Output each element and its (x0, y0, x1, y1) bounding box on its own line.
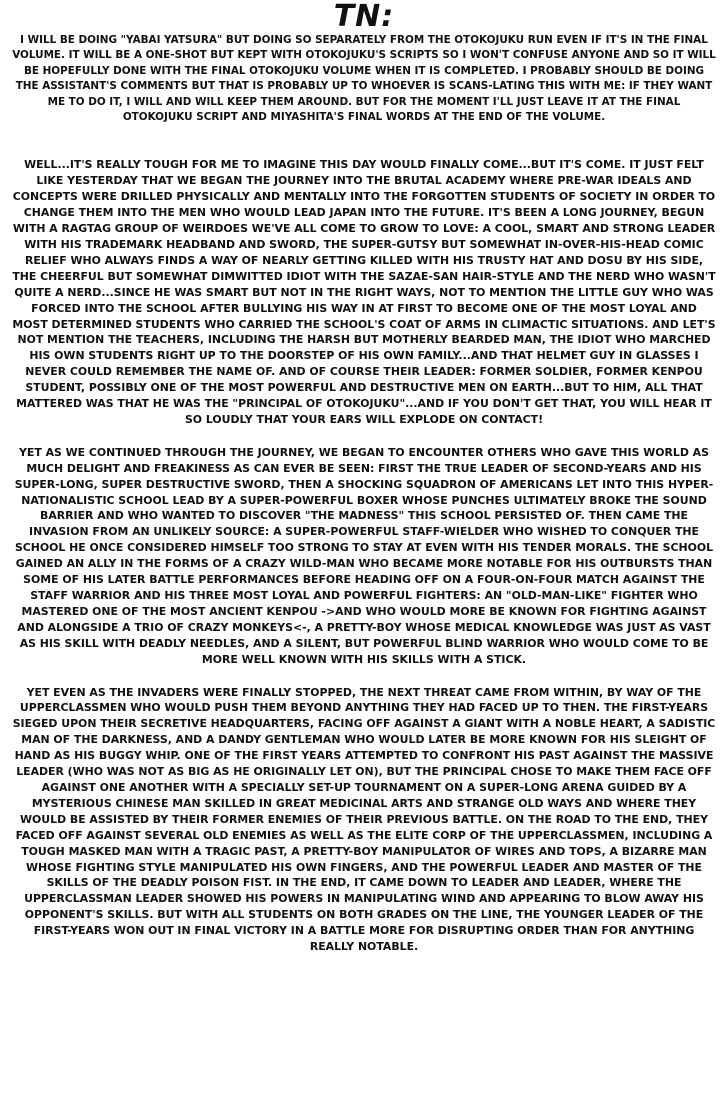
page-title: TN: (333, 0, 395, 34)
paragraph-1: WELL...IT'S REALLY TOUGH FOR ME TO IMAGINE THIS DAY WOULD FINALLY COME...BUT IT'S COME. IT JUST FELT LIKE YESTERDAY THAT WE BEGAN THE JOURNEY INTO THE BRUTAL ACADEMY WHERE PRE-WAR IDEALS AND CONCEPTS WERE DRILLED PHYSICALLY AND MENTALLY INTO THE FORGOTTEN STUDENTS OF SOCIETY IN ORDER TO CHANGE THEM INTO THE MEN WHO WOULD LEAD JAPAN INTO THE FUTURE. IT'S BEEN A LONG JOURNEY, BEGUN WITH A RAGTAG GROUP OF WEIRDOES WE'VE ALL COME TO GROW TO LOVE: A COOL, SMART AND STRONG LEADER WITH HIS TRADEMARK HEADBAND AND SWORD, THE SUPER-GUTSY BUT SOMEWHAT IN-OVER-HIS-HEAD COMIC RELIEF WHO ALWAYS FINDS A WAY OF NEARLY GETTING KILLED WITH HIS TRUSTY HAT AND DOSU BY HIS SIDE, THE CHEERFUL BUT SOMEWHAT DIMWITTED IDIOT WITH THE SAZAE-SAN HAIR-STYLE AND THE NERD WHO WASN'T QUITE A NERD...SINCE HE WAS SMART BUT NOT IN THE RIGHT WAYS, NOT TO MENTION THE LITTLE GUY WHO WAS FORCED INTO THE SCHOOL AFTER BULLYING HIS WAY IN AT FIRST TO BECOME ONE OF THE MOST LOYAL AND MOST DETERMINED STUDENTS WHO CARRIED THE SCHOOL'S COAT OF ARMS IN CLIMACTIC SITUATIONS. AND LET'S NOT MENTION THE TEACHERS, INCLUDING THE HARSH BUT MOTHERLY BEARDED MAN, THE IDIOT WHO MARCHED HIS OWN STUDENTS RIGHT UP TO THE DOORSTEP OF HIS OWN FAMILY...AND THAT HELMET GUY IN GLASSES I NEVER COULD REMEMBER THE NAME OF. AND OF COURSE THEIR LEADER: FORMER SOLDIER, FORMER KENPOU STUDENT, POSSIBLY ONE OF THE MOST POWERFUL AND DESTRUCTIVE MEN ON EARTH...BUT TO HIM, ALL THAT MATTERED WAS THAT HE WAS THE "PRINCIPAL OF OTOKOJUKU"...AND IF YOU DON'T GET THAT, YOU WILL HEAR IT SO LOUDLY THAT YOUR EARS WILL EXPLODE ON CONTACT! (12, 158, 716, 426)
translator-note: I WILL BE DOING "YABAI YATSURA" BUT DOING SO SEPARATELY FROM THE OTOKOJUKU RUN EVEN IF IT'S IN THE FINAL VOLUME. IT WILL BE A ONE-SHOT BUT KEPT WITH OTOKOJUKU'S SCRIPTS SO I WON'T CONFUSE ANYONE AND SO IT WILL BE HOPEFULLY DONE WITH THE FINAL OTOKOJUKU VOLUME WHEN IT IS COMPLETED. I PROBABLY SHOULD BE DOING THE ASSISTANT'S COMMENTS BUT THAT IS PROBABLY UP TO WHOEVER IS SCANS-LATING THIS WITH ME: IF THEY WANT ME TO DO IT, I WILL AND WILL KEEP THEM AROUND. BUT FOR THE MOMENT I'LL JUST LEAVE IT AT THE FINAL OTOKOJUKU SCRIPT AND MIYASHITA'S FINAL WORDS AT THE END OF THE VOLUME. (12, 34, 716, 124)
paragraph-3: YET EVEN AS THE INVADERS WERE FINALLY STOPPED, THE NEXT THREAT CAME FROM WITHIN, BY WAY OF THE UPPERCLASSMEN WHO WOULD PUSH THEM BEYOND ANYTHING THEY HAD FACED UP TO THEN. THE FIRST-YEARS SIEGED UPON THEIR SECRETIVE HEADQUARTERS, FACING OFF AGAINST A GIANT WITH A NOBLE HEART, A SADISTIC MAN OF THE DARKNESS, AND A DANDY GENTLEMAN WHO WOULD LATER BE MORE KNOWN FOR HIS SLEIGHT OF HAND AS HIS BUGGY WHIP. ONE OF THE FIRST YEARS ATTEMPTED TO CONFRONT HIS PAST AGAINST THE MASSIVE LEADER (WHO WAS NOT AS BIG AS HE ORIGINALLY LET ON), BUT THE PRINCIPAL CHOSE TO MAKE THEM FACE OFF AGAINST ONE ANOTHER WITH A SPECIALLY SET-UP TOURNAMENT ON A SUPER-LONG ARENA GUIDED BY A MYSTERIOUS CHINESE MAN SKILLED IN GREAT MEDICINAL ARTS AND STRANGE OLD WAYS AND WHERE THEY WOULD BE ASSISTED BY THEIR FORMER ENEMIES OF THEIR PREVIOUS BATTLE. ON THE ROAD TO THE END, THEY FACED OFF AGAINST SEVERAL OLD ENEMIES AS WELL AS THE ELITE CORP OF THE UPPERCLASSMEN, INCLUDING A TOUGH MASKED MAN WITH A TRAGIC PAST, A PRETTY-BOY MANIPULATOR OF WIRES AND TOPS, A BIZARRE MAN WHOSE FIGHTING STYLE MANIPULATED HIS OWN FINGERS, AND THE POWERFUL LEADER AND MASTER OF THE SKILLS OF THE DEADLY POISON FIST. IN THE END, IT CAME DOWN TO LEADER AND LEADER, WHERE THE UPPERCLASSMAN LEADER SHOWED HIS POWERS IN MANIPULATING WIND AND APPEARING TO BLOW AWAY HIS OPPONENT'S SKILLS. BUT WITH ALL STUDENTS ON BOTH GRADES ON THE LINE, THE YOUNGER LEADER OF THE FIRST-YEARS WON OUT IN FINAL VICTORY IN A BATTLE MORE FOR DISRUPTING ORDER THAN FOR ANYTHING REALLY NOTABLE. (12, 685, 716, 954)
paragraph-2: YET AS WE CONTINUED THROUGH THE JOURNEY, WE BEGAN TO ENCOUNTER OTHERS WHO GAVE THIS WORLD AS MUCH DELIGHT AND FREAKINESS AS CAN EVER BE SEEN: FIRST THE TRUE LEADER OF SECOND-YEARS AND HIS SUPER-LONG, SUPER DESTRUCTIVE SWORD, THEN A SHOCKING SQUADRON OF AMERICANS LET INTO THIS HYPER-NATIONALISTIC SCHOOL LEAD BY A SUPER-POWERFUL BOXER WHOSE PUNCHES ULTIMATELY BROKE THE SOUND BARRIER AND WHO WANTED TO DISCOVER "THE MADNESS" THIS SCHOOL PERSISTED OF. THEN CAME THE INVASION FROM AN UNLIKELY SOURCE: A SUPER-POWERFUL STAFF-WIELDER WHO WISHED TO CONQUER THE SCHOOL HE ONCE CONSIDERED HIMSELF TOO STRONG TO STAY AT EVEN WITH HIS TENDER MORALS. THE SCHOOL GAINED AN ALLY IN THE FORMS OF A CRAZY WILD-MAN WHO BECAME MORE NOTABLE FOR HIS OUTBURSTS THAN SOME OF HIS LATER BATTLE PERFORMANCES BEFORE HEADING OFF ON A FOUR-ON-FOUR MATCH AGAINST THE STAFF WARRIOR AND HIS THREE MOST LOYAL AND POWERFUL FIGHTERS: AN "OLD-MAN-LIKE" FIGHTER WHO MASTERED ONE OF THE MOST ANCIENT KENPOU ->AND WHO WOULD MORE BE KNOWN FOR FIGHTING AGAINST AND ALONGSIDE A TRIO OF CRAZY MONKEYS<-, A PRETTY-BOY WHOSE MEDICAL KNOWLEDGE WAS JUST AS VAST AS HIS SKILL WITH DEADLY NEEDLES, AND A SILENT, BUT POWERFUL BLIND WARRIOR WHO WOULD COME TO BE MORE WELL KNOWN WITH HIS SKILLS WITH A STICK. (14, 445, 714, 666)
